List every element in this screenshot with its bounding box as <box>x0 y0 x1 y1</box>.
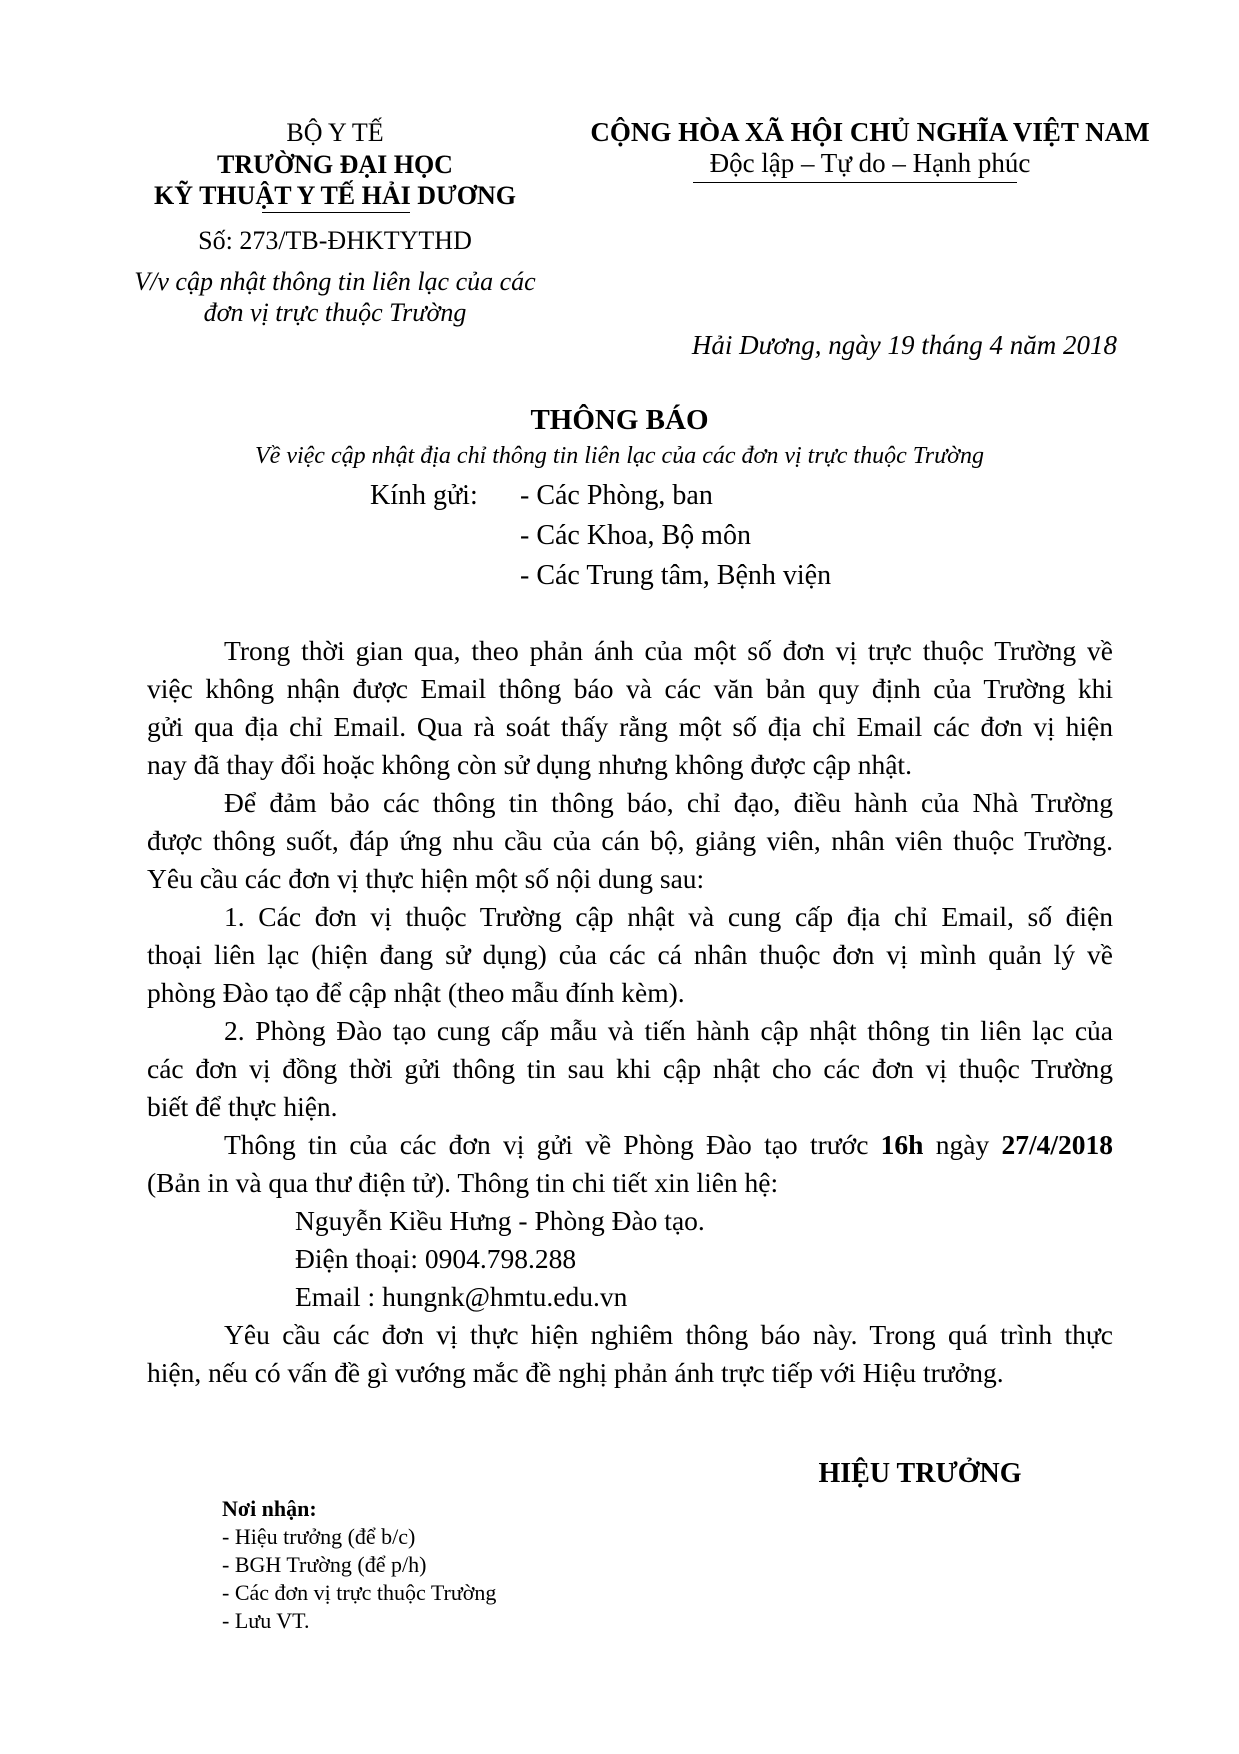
paragraph-line: các đơn vị đồng thời gửi thông tin sau khi cập nhật cho các đơn vị thuộc Trường <box>147 1053 1113 1084</box>
motto-underline <box>693 182 1017 183</box>
paragraph-line: Trong thời gian qua, theo phản ánh của một số đơn vị trực thuộc Trường về <box>224 635 1113 666</box>
paragraph-5 <box>147 1126 1113 1202</box>
ministry-name: BỘ Y TẾ <box>286 118 384 147</box>
contact-email: Email : hungnk@hmtu.edu.vn <box>295 1281 628 1312</box>
recipient-item: - Các Phòng, ban <box>520 480 713 511</box>
paragraph-1 <box>147 632 1113 784</box>
paragraph-3 <box>147 898 1113 1012</box>
deadline-mid: ngày <box>923 1129 1002 1160</box>
receiver-item: - BGH Trường (để p/h) <box>222 1552 427 1577</box>
deadline-date: 27/4/2018 <box>1001 1129 1113 1160</box>
paragraph-line: được thông suốt, đáp ứng nhu cầu của cán bộ, giảng viên, nhân viên thuộc Trường. <box>147 825 1113 856</box>
paragraph-line: (Bản in và qua thư điện tử). Thông tin chi tiết xin liên hệ: <box>147 1167 779 1198</box>
paragraph-line: phòng Đào tạo để cập nhật (theo mẫu đính kèm). <box>147 977 685 1008</box>
paragraph-2 <box>147 784 1113 898</box>
paragraph-line: Yêu cầu các đơn vị thực hiện nghiêm thông báo này. Trong quá trình thực <box>224 1319 1113 1350</box>
paragraph-line: thoại liên lạc (hiện đang sử dụng) của các cá nhân thuộc đơn vị mình quản lý về <box>147 939 1113 970</box>
paragraph-line: nay đã thay đổi hoặc không còn sử dụng nhưng không được cập nhật. <box>147 749 912 780</box>
signature-title: HIỆU TRƯỞNG <box>818 1458 1022 1489</box>
paragraph-line: Yêu cầu các đơn vị thực hiện một số nội dung sau: <box>147 863 705 894</box>
paragraph-line: gửi qua địa chỉ Email. Qua rà soát thấy rằng một số địa chỉ Email các đơn vị hiện <box>147 711 1113 742</box>
document-subject-line2: đơn vị trực thuộc Trường <box>203 298 467 327</box>
national-motto: Độc lập – Tự do – Hạnh phúc <box>709 148 1031 178</box>
contact-block <box>147 1202 1113 1316</box>
paragraph-6 <box>147 1316 1113 1392</box>
place-date: Hải Dương, ngày 19 tháng 4 năm 2018 <box>691 330 1117 360</box>
paragraph-line: biết để thực hiện. <box>147 1091 338 1122</box>
paragraph-line: hiện, nếu có vấn đề gì vướng mắc đề nghị phản ánh trực tiếp với Hiệu trưởng. <box>147 1357 1004 1388</box>
receiver-item: - Các đơn vị trực thuộc Trường <box>222 1580 497 1605</box>
national-title: CỘNG HÒA XÃ HỘI CHỦ NGHĨA VIỆT NAM <box>590 117 1150 147</box>
deadline-time: 16h <box>880 1129 924 1160</box>
receiver-item: - Lưu VT. <box>222 1608 310 1633</box>
deadline-intro: Thông tin của các đơn vị gửi về Phòng Đào tạo trước <box>224 1129 881 1160</box>
school-name-underline <box>262 212 410 213</box>
recipient-item: - Các Khoa, Bộ môn <box>520 520 751 551</box>
document-subject-line1: V/v cập nhật thông tin liên lạc của các <box>134 267 536 296</box>
paragraph-line: 2. Phòng Đào tạo cung cấp mẫu và tiến hành cập nhật thông tin liên lạc của <box>224 1015 1113 1046</box>
recipients-label: Kính gửi: <box>370 480 478 511</box>
receiver-item: - Hiệu trưởng (để b/c) <box>222 1524 416 1549</box>
document-subtitle: Về việc cập nhật địa chỉ thông tin liên lạc của các đơn vị trực thuộc Trường <box>255 443 984 469</box>
paragraph-line <box>147 1126 1113 1164</box>
contact-name: Nguyễn Kiều Hưng - Phòng Đào tạo. <box>295 1205 705 1236</box>
document-number: Số: 273/TB-ĐHKTYTHD <box>198 226 472 255</box>
recipient-item: - Các Trung tâm, Bệnh viện <box>520 560 832 591</box>
body-text <box>147 632 1113 1392</box>
paragraph-line: việc không nhận được Email thông báo và các văn bản quy định của Trường khi <box>147 673 1113 704</box>
document-title: THÔNG BÁO <box>530 404 709 436</box>
school-name-line2: KỸ THUẬT Y TẾ HẢI DƯƠNG <box>154 181 516 210</box>
paragraph-4 <box>147 1012 1113 1126</box>
receivers-label: Nơi nhận: <box>222 1496 317 1521</box>
paragraph-line: 1. Các đơn vị thuộc Trường cập nhật và cung cấp địa chỉ Email, số điện <box>224 901 1113 932</box>
paragraph-line: Để đảm bảo các thông tin thông báo, chỉ đạo, điều hành của Nhà Trường <box>224 787 1113 818</box>
school-name-line1: TRƯỜNG ĐẠI HỌC <box>217 150 453 179</box>
contact-phone: Điện thoại: 0904.798.288 <box>295 1243 577 1274</box>
